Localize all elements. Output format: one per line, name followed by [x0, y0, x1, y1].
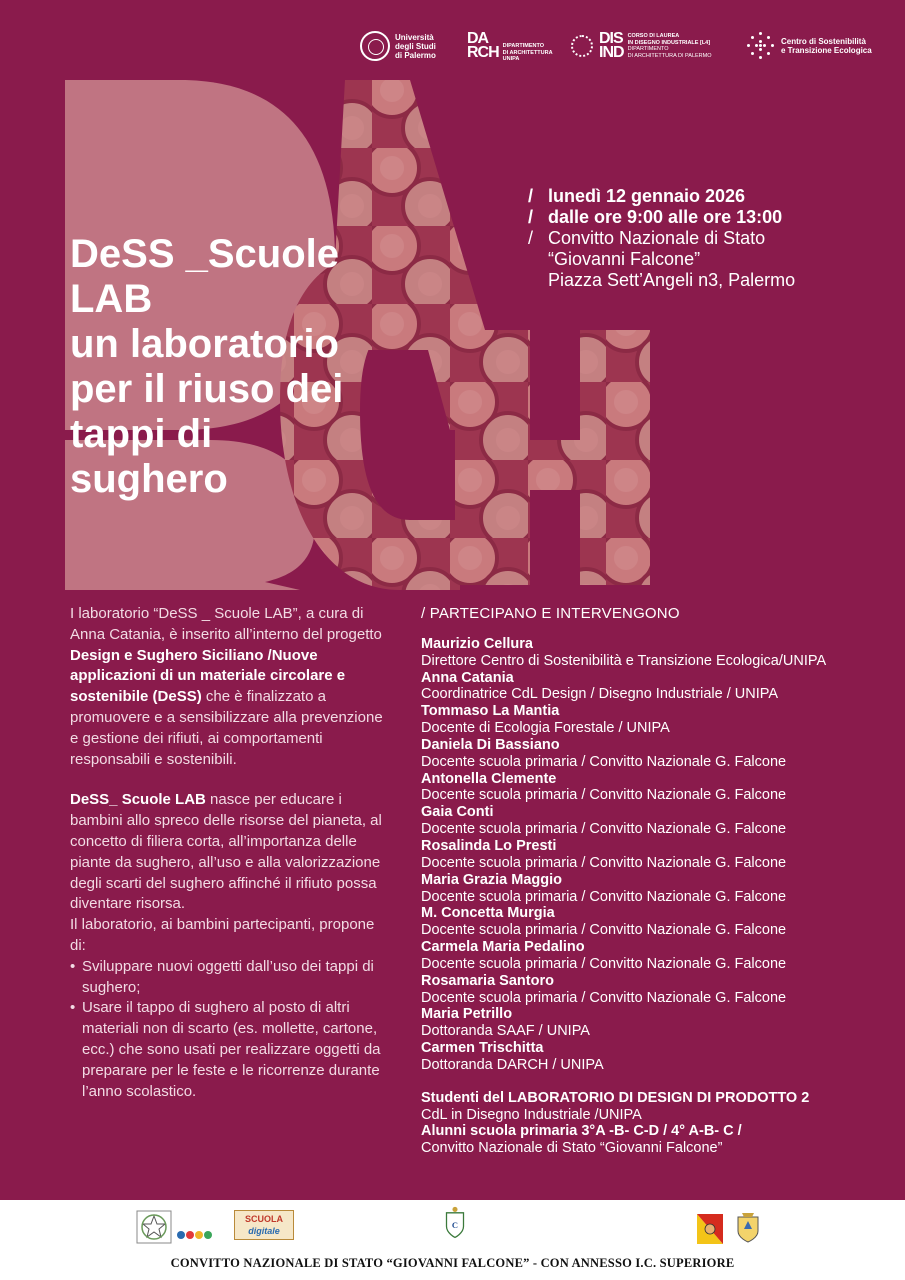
disind-text-line: IN DISEGNO INDUSTRIALE [L4] [627, 39, 711, 46]
convitto-crest-icon [440, 1206, 470, 1240]
description-paragraph: Il laboratorio, ai bambini partecipanti, propone di: [70, 916, 375, 954]
participant-role: Docente scuola primaria / Convitto Nazionale G. Falcone [421, 854, 787, 871]
event-time: / dalle ore 9:00 alle ore 13:00 [528, 207, 783, 227]
participant-name: Carmen Trischitta [421, 1040, 544, 1057]
participant-role: Docente di Ecologia Forestale / UNIPA [421, 720, 670, 737]
participant-name: Antonella Clemente [421, 770, 557, 787]
sicily-region-emblem-icon [697, 1212, 723, 1246]
darch-text-line: DI ARCHITETTURA [502, 49, 553, 56]
participant-name: Anna Catania [421, 669, 514, 686]
darch-text-line: UNIPA [502, 56, 520, 63]
page-title [70, 232, 430, 502]
people-list [421, 636, 891, 1074]
scuola-digitale-logo [234, 1210, 294, 1240]
pupils-title: Alunni scuola primaria 3°A -B- C-D / 4° A-B- C / [421, 1123, 742, 1140]
bullet-item: • Sviluppare nuovi oggetti dall’uso dei tappi di sughero; [70, 957, 374, 996]
participant-name: Tommaso La Mantia [421, 703, 560, 720]
participant-name: Maria Petrillo [421, 1006, 513, 1023]
description-paragraph: I laboratorio “DeSS _ Scuole LAB”, a cura di Anna Catania, è inserito all’interno del progetto Design e Sughero Siciliano /Nuove applicazioni di un materiale circolare e sostenibile (DeSS) che è finalizzato a promuovere e a sensibilizzare alla prevenzione e gestione dei rifiuti, ai comportamenti responsabili e sostenibili. [70, 605, 383, 768]
unipa-name-line: Università [395, 32, 434, 42]
footer-text: CONVITTO NAZIONALE DI STATO “GIOVANNI FALCONE” - CON ANNESSO I.C. SUPERIORE [170, 1256, 735, 1270]
event-address: Piazza Sett’Angeli n3, Palermo [548, 270, 796, 290]
cste-name-line: Centro di Sostenibilità [781, 37, 866, 46]
darch-text-line: DIPARTIMENTO [502, 43, 545, 50]
bullet-item: • Usare il tappo di sughero al posto di altri materiali non di scarto (es. mollette, cartone, ecc.) che sono usati per realizzare oggetti da preparare per le feste e le ricorrenze durante l’anno scolastico. [70, 999, 381, 1100]
event-date: / lunedì 12 gennaio 2026 [528, 186, 746, 206]
darch-logo [467, 26, 553, 66]
darch-mark-line: DA [467, 30, 489, 47]
participant-role: Docente scuola primaria / Convitto Nazionale G. Falcone [421, 888, 787, 905]
description-paragraph: DeSS_ Scuole LAB nasce per educare i bambini allo spreco delle risorse del pianeta, al concetto di filiera corta, all’importanza delle piante da sughero, all’uso e alla valorizzazione degli scarti del sughero affinché il rifiuto possa diventare risorsa. [70, 791, 382, 913]
participant-name: Gaia Conti [421, 804, 494, 821]
italian-republic-emblem-icon [136, 1210, 172, 1244]
participant-role: Dottoranda DARCH / UNIPA [421, 1056, 604, 1073]
logo-bar [360, 26, 890, 66]
event-venue-name: “Giovanni Falcone” [548, 249, 701, 269]
scuola-digitale-line: digitale [248, 1226, 280, 1236]
unipa-logo [360, 26, 436, 66]
unipa-name-line: degli Studi [395, 41, 436, 51]
students-title: Studenti del LABORATORIO DI DESIGN DI PRODOTTO 2 [421, 1089, 810, 1106]
title-line: un laboratorio [70, 322, 339, 366]
scuola-digitale-line: SCUOLA [245, 1214, 283, 1224]
participant-role: Docente scuola primaria / Convitto Nazionale G. Falcone [421, 821, 787, 838]
footer [0, 1200, 905, 1280]
title-line: sughero [70, 457, 228, 501]
disind-mark-line: IND [599, 44, 624, 61]
participant-name: Carmela Maria Pedalino [421, 939, 585, 956]
participant-name: Rosamaria Santoro [421, 972, 554, 989]
participant-name: M. Concetta Murgia [421, 905, 555, 922]
description [70, 604, 390, 1102]
students-subtitle: CdL in Disegno Industriale /UNIPA [421, 1106, 642, 1123]
title-line: per il riuso dei [70, 367, 344, 411]
disind-text-line: DI ARCHITETTURA DI PALERMO [627, 52, 712, 59]
participant-role: Docente scuola primaria / Convitto Nazionale G. Falcone [421, 753, 787, 770]
svg-text:C: C [451, 1220, 459, 1231]
participant-role: Docente scuola primaria / Convitto Nazionale G. Falcone [421, 787, 787, 804]
participant-name: Daniela Di Bassiano [421, 736, 560, 753]
cste-logo [746, 26, 872, 66]
participant-name: Rosalinda Lo Presti [421, 837, 557, 854]
title-line: DeSS _Scuole [70, 232, 340, 276]
participant-name: Maurizio Cellura [421, 635, 533, 652]
sun-icon [571, 35, 593, 57]
darch-mark-line: RCH [467, 44, 499, 61]
disind-mark-line: DIS [599, 30, 623, 47]
dot-network-icon [746, 31, 776, 61]
participants [421, 606, 891, 1157]
event-info [528, 186, 795, 291]
title-line: LAB [70, 277, 153, 321]
title-line: tappi di [70, 412, 213, 456]
disind-text-line: DIPARTIMENTO [627, 46, 669, 52]
pupils-subtitle: Convitto Nazionale di Stato “Giovanni Falcone” [421, 1140, 723, 1157]
participant-role: Dottoranda SAAF / UNIPA [421, 1023, 590, 1040]
event-venue: / Convitto Nazionale di Stato [528, 228, 766, 248]
participant-role: Coordinatrice CdL Design / Disegno Industriale / UNIPA [421, 686, 779, 703]
cste-name-line: e Transizione Ecologica [781, 46, 872, 55]
participants-heading: / PARTECIPANO E INTERVENGONO [421, 605, 680, 622]
colored-dots-logo-icon [176, 1218, 212, 1252]
participant-role: Direttore Centro di Sostenibilità e Transizione Ecologica/UNIPA [421, 652, 827, 669]
participant-role: Docente scuola primaria / Convitto Nazionale G. Falcone [421, 922, 787, 939]
disind-logo [571, 26, 712, 66]
participant-name: Maria Grazia Maggio [421, 871, 563, 888]
participant-role: Docente scuola primaria / Convitto Nazionale G. Falcone [421, 955, 787, 972]
unipa-name-line: di Palermo [395, 50, 436, 60]
palermo-emblem-icon [734, 1210, 762, 1244]
disind-text-line: CORSO DI LAUREA [627, 33, 680, 39]
participant-role: Docente scuola primaria / Convitto Nazionale G. Falcone [421, 989, 787, 1006]
unipa-seal-icon [360, 31, 390, 61]
